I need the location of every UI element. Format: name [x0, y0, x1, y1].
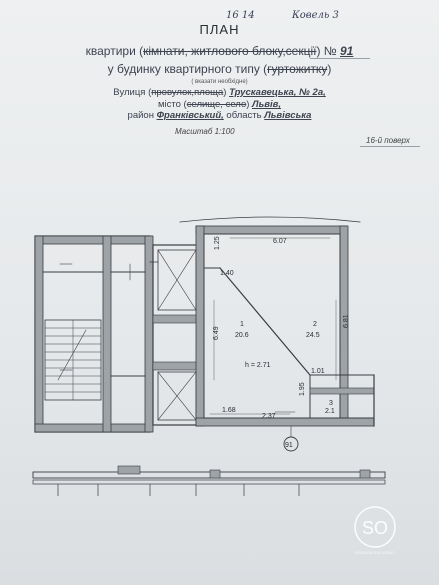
document-title: ПЛАН: [199, 22, 240, 37]
dim-bottom-left: 1.68: [222, 407, 236, 414]
room-2-number: 2: [313, 321, 317, 328]
dim-bath-width: 1.01: [311, 368, 325, 375]
dim-bath-height: 1.95: [299, 382, 306, 396]
street-label-suffix: ): [223, 87, 227, 98]
core-outline: [35, 236, 150, 432]
line1-strike: кімнати, житлового блоку,секції: [143, 44, 317, 58]
street-label-strike: провулок,площа: [151, 87, 224, 98]
scale-label: Масштаб 1:100: [175, 127, 235, 136]
street-value: Трускавецька, № 2а,: [229, 87, 326, 98]
room-1-number: 1: [240, 321, 244, 328]
facade-strip: [33, 472, 385, 478]
axis-marker-label: 91: [285, 442, 293, 449]
room-1-area: 20.6: [235, 332, 249, 339]
dim-bottom-mid: 2.37: [262, 413, 276, 420]
handwritten-name: Ковель 3: [292, 10, 339, 21]
dim-left-top: 1.25: [214, 236, 221, 250]
room-3-number: 3: [329, 400, 333, 407]
logo-monogram: SO: [361, 518, 389, 538]
ceiling-height: h = 2.71: [245, 362, 271, 369]
region-value: Львівська: [264, 110, 312, 121]
agency-logo-icon: [345, 497, 405, 557]
line2-strike: гуртожитку: [267, 62, 328, 76]
note-text: ( вказати необхідне): [191, 79, 248, 85]
apartment-number: 91: [340, 44, 354, 58]
handwritten-number: 16 14: [226, 10, 255, 21]
line1-prefix: квартири (: [85, 44, 144, 58]
room-3-area: 2.1: [325, 408, 335, 415]
city-label-strike: селище, село: [186, 99, 247, 110]
agency-logo: [345, 497, 405, 557]
dim-top-wall: 6.07: [273, 238, 287, 245]
city-label-prefix: місто (: [158, 99, 187, 110]
street-label-prefix: Вулиця (: [113, 87, 152, 98]
district-label: район: [127, 110, 154, 121]
room-2-area: 24.5: [306, 332, 320, 339]
line2-prefix: у будинку квартирного типу (: [107, 62, 268, 76]
dim-left-height: 6.49: [213, 326, 220, 340]
dim-right-height: 6.81: [343, 314, 350, 328]
room-divider: [220, 268, 310, 375]
line2-suffix: ): [327, 62, 332, 76]
district-value: Франківський,: [156, 110, 224, 121]
floor-label: 16-й поверх: [366, 136, 410, 145]
logo-ring-text: OKSANA SKOLOZ AGENCY: [354, 551, 396, 555]
city-value: Львів,: [252, 99, 281, 110]
city-label-suffix: ): [246, 99, 250, 110]
dim-kitchen-side: 1.40: [220, 270, 234, 277]
line1-suffix: ) №: [316, 44, 337, 58]
region-label: область: [226, 110, 262, 121]
